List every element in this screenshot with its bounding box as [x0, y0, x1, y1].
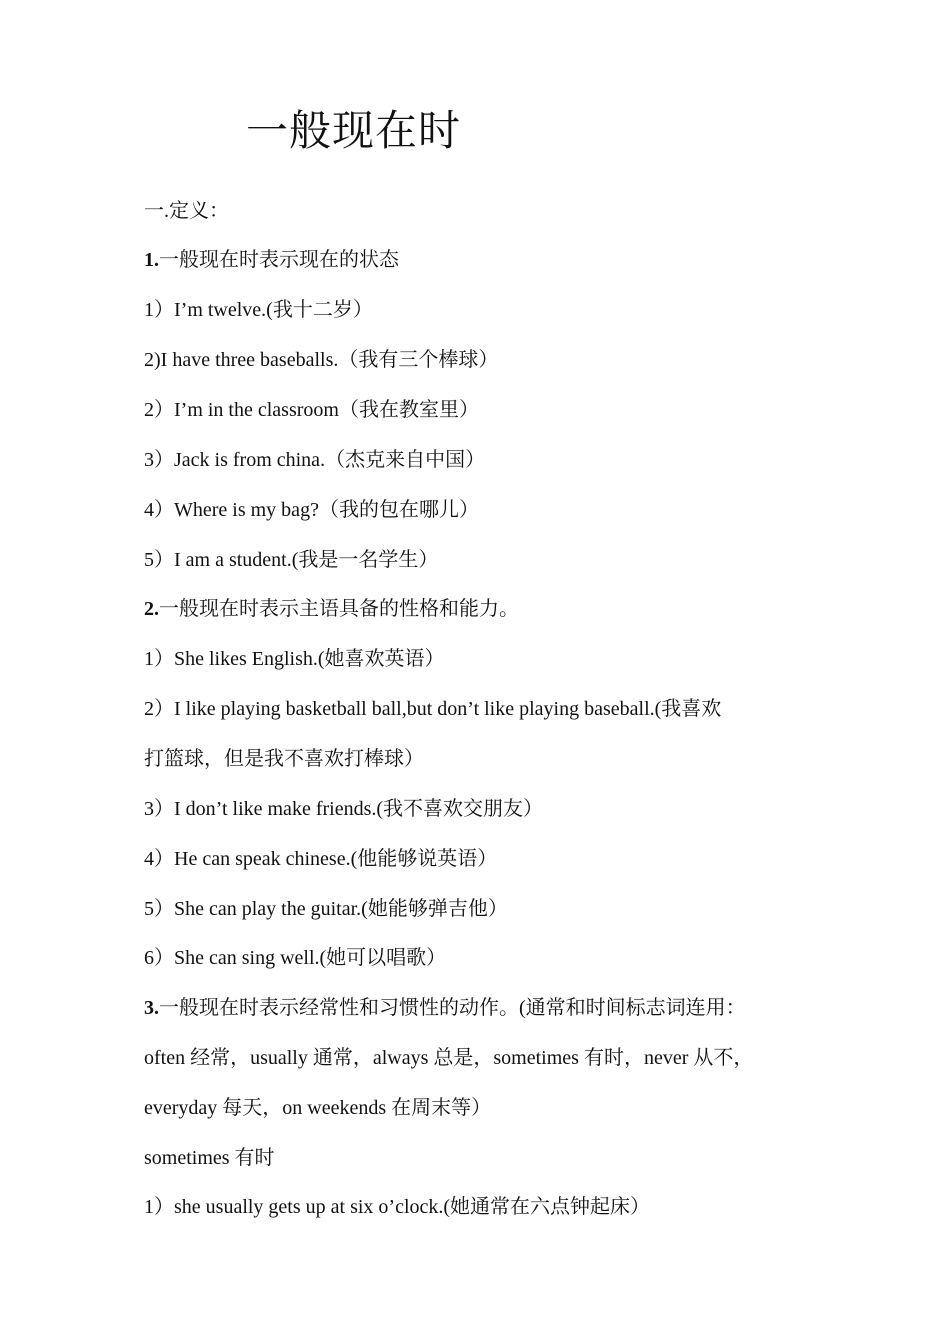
point-3-number: 3. — [144, 997, 159, 1019]
time-words-line: everyday 每天，on weekends 在周末等） — [144, 1097, 492, 1119]
example-line: 2)I have three baseballs.（我有三个棒球） — [144, 349, 499, 371]
time-word-line: sometimes 有时 — [144, 1147, 275, 1169]
example-line: 6）She can sing well.(她可以唱歌） — [144, 947, 447, 969]
example-line: 2）I’m in the classroom（我在教室里） — [144, 399, 479, 421]
section-heading-definition: 一.定义： — [144, 200, 229, 222]
time-words-line: often 经常，usually 通常，always 总是，sometimes 有时，never 从不， — [144, 1047, 754, 1069]
point-3-heading — [144, 994, 746, 1022]
example-line-continuation: 打篮球，但是我不喜欢打棒球） — [144, 748, 424, 770]
example-line: 3）Jack is from china.（杰克来自中国） — [144, 449, 486, 471]
point-1-text: 一般现在时表示现在的状态 — [159, 249, 399, 271]
point-3-text: 一般现在时表示经常性和习惯性的动作。(通常和时间标志词连用： — [159, 997, 746, 1019]
example-line: 1）she usually gets up at six o’clock.(她通常在六点钟起床） — [144, 1196, 651, 1218]
point-1-number: 1. — [144, 249, 159, 271]
page-title: 一般现在时 — [246, 109, 462, 155]
example-line: 1）She likes English.(她喜欢英语） — [144, 648, 445, 670]
example-line: 2）I like playing basketball ball,but don’t like playing baseball.(我喜欢 — [144, 698, 722, 720]
example-line: 1）I’m twelve.(我十二岁） — [144, 299, 373, 321]
point-2-number: 2. — [144, 598, 159, 620]
point-1-heading — [144, 246, 399, 274]
point-2-text: 一般现在时表示主语具备的性格和能力。 — [159, 598, 519, 620]
example-line: 3）I don’t like make friends.(我不喜欢交朋友） — [144, 798, 544, 820]
example-line: 4）He can speak chinese.(他能够说英语） — [144, 848, 498, 870]
point-2-heading — [144, 595, 519, 623]
example-line: 5）She can play the guitar.(她能够弹吉他） — [144, 898, 508, 920]
example-line: 5）I am a student.(我是一名学生） — [144, 549, 439, 571]
example-line: 4）Where is my bag?（我的包在哪儿） — [144, 499, 479, 521]
